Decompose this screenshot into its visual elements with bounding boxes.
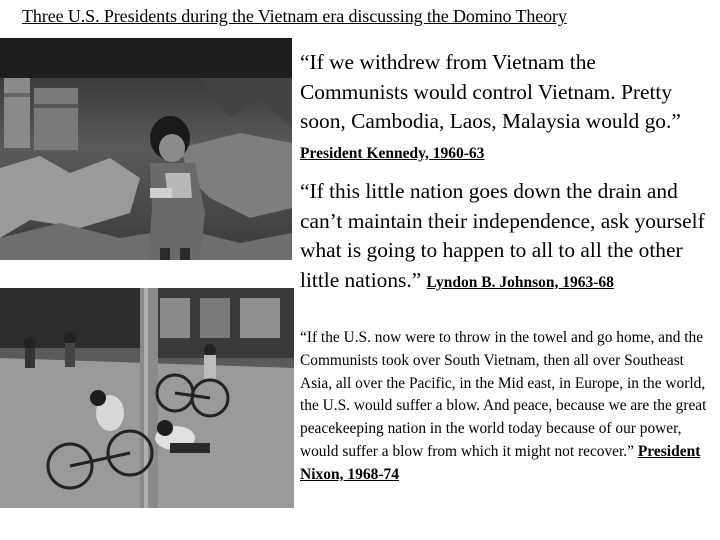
johnson-attribution: Lyndon B. Johnson, 1963-68 xyxy=(426,273,614,291)
nixon-quote xyxy=(300,327,716,487)
kennedy-attribution: President Kennedy, 1960-63 xyxy=(300,144,485,162)
kennedy-quote xyxy=(300,48,700,168)
nixon-attribution: President Nixon, 1968-74 xyxy=(300,442,701,483)
johnson-quote-text: “If this little nation goes down the drain and can’t maintain their independence, ask yourself what is going to happen to all to all the other little nations.” xyxy=(300,179,705,292)
nixon-quote-text: “If the U.S. now were to throw in the towel and go home, and the Communists took over South Vietnam, then all over Southeast Asia, all over the Pacific, in the Mid east, in Europe, in the world, the U.S. would suffer a blow. And peace, because we are the great peacekeeping nation in the world today because of our power, would suffer a blow from which it might not recover.” xyxy=(300,329,707,460)
street-bicycles-photo xyxy=(0,288,294,508)
child-in-rubble-photo xyxy=(0,38,292,260)
slide-title: Three U.S. Presidents during the Vietnam era discussing the Domino Theory xyxy=(22,6,567,26)
kennedy-quote-text: “If we withdrew from Vietnam the Communists would control Vietnam. Pretty soon, Cambodia, Laos, Malaysia would go.” xyxy=(300,50,681,133)
johnson-quote xyxy=(300,177,716,297)
